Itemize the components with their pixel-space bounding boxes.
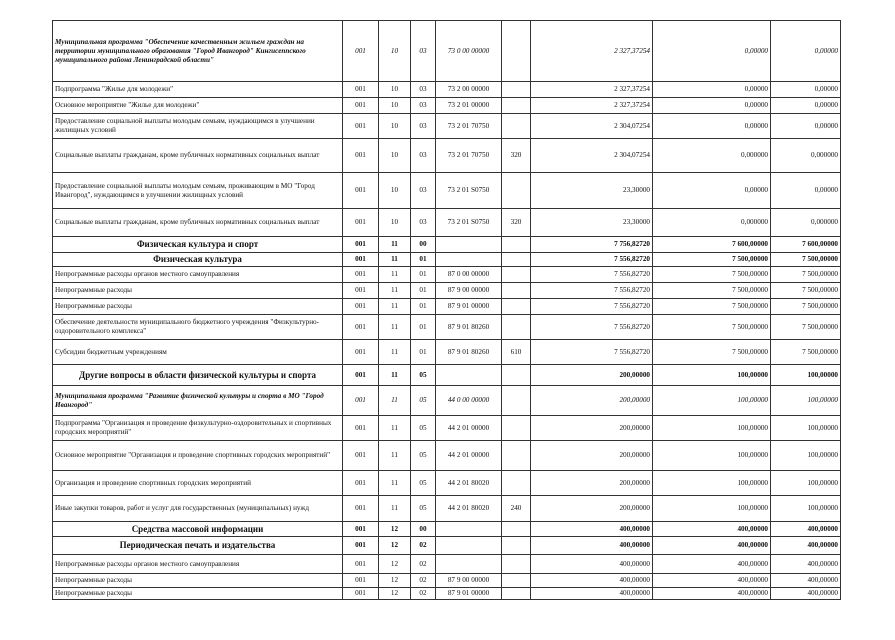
admin-code-cell: 001 [343,98,379,114]
amount-year2-cell: 0,00000 [653,82,771,98]
target-article-cell: 73 2 01 70750 [436,114,502,139]
section-code-cell: 10 [379,114,411,139]
target-article-cell [436,537,502,555]
expense-name-cell: Подпрограмма "Организация и проведение физкультурно-оздоровительных и спортивных городских мероприятий" [53,416,343,441]
expense-type-cell: 240 [502,496,531,522]
subsection-code-cell: 03 [411,21,436,82]
target-article-cell: 87 0 00 00000 [436,267,502,283]
expense-name-cell: Обеспечение деятельности муниципального бюджетного учреждения "Физкультурно-оздоровительного комплекса" [53,315,343,340]
amount-year1-cell: 7 556,82720 [531,299,653,315]
amount-year2-cell: 7 500,00000 [653,315,771,340]
amount-year2-cell: 7 500,00000 [653,299,771,315]
amount-year1-cell: 23,30000 [531,173,653,209]
table-row [53,299,841,315]
expense-name-cell: Физическая культура и спорт [53,237,343,253]
target-article-cell [436,555,502,574]
expense-name-cell: Муниципальная программа "Развитие физической культуры и спорта в МО "Город Ивангород" [53,386,343,416]
amount-year2-cell: 400,00000 [653,555,771,574]
target-article-cell [436,522,502,537]
admin-code-cell: 001 [343,209,379,237]
amount-year3-cell: 7 500,00000 [771,267,841,283]
expense-name-cell: Физическая культура [53,253,343,267]
expense-type-cell [502,522,531,537]
target-article-cell: 73 2 01 70750 [436,139,502,173]
amount-year2-cell: 7 500,00000 [653,267,771,283]
target-article-cell: 44 0 00 00000 [436,386,502,416]
amount-year3-cell: 100,00000 [771,496,841,522]
expense-type-cell [502,471,531,496]
section-code-cell: 11 [379,416,411,441]
amount-year2-cell: 400,00000 [653,588,771,600]
expense-type-cell [502,253,531,267]
expense-name-cell: Подпрограмма "Жилье для молодежи" [53,82,343,98]
expense-name-cell: Средства массовой информации [53,522,343,537]
section-code-cell: 10 [379,98,411,114]
section-code-cell: 12 [379,555,411,574]
table-row [53,471,841,496]
subsection-code-cell: 03 [411,114,436,139]
amount-year2-cell: 0,00000 [653,173,771,209]
table-row [53,253,841,267]
admin-code-cell: 001 [343,537,379,555]
section-code-cell: 11 [379,283,411,299]
expense-name-cell: Социальные выплаты гражданам, кроме публичных нормативных социальных выплат [53,209,343,237]
subsection-code-cell: 00 [411,237,436,253]
expense-type-cell [502,267,531,283]
amount-year3-cell: 7 500,00000 [771,283,841,299]
subsection-code-cell: 03 [411,82,436,98]
admin-code-cell: 001 [343,82,379,98]
amount-year1-cell: 2 327,37254 [531,82,653,98]
table-row [53,114,841,139]
expense-type-cell: 320 [502,209,531,237]
expense-type-cell [502,299,531,315]
expense-type-cell [502,21,531,82]
section-code-cell: 11 [379,237,411,253]
amount-year3-cell: 7 500,00000 [771,340,841,365]
section-code-cell: 10 [379,21,411,82]
admin-code-cell: 001 [343,471,379,496]
table-row [53,441,841,471]
table-row [53,537,841,555]
expense-name-cell: Предоставление социальной выплаты молодым семьям, проживающим в МО "Город Ивангород", нуждающимся в улучшении жилищных условий [53,173,343,209]
expense-type-cell [502,588,531,600]
expense-type-cell [502,173,531,209]
target-article-cell: 73 2 01 S0750 [436,173,502,209]
subsection-code-cell: 01 [411,283,436,299]
amount-year1-cell: 400,00000 [531,522,653,537]
admin-code-cell: 001 [343,340,379,365]
amount-year1-cell: 400,00000 [531,588,653,600]
target-article-cell: 44 2 01 80020 [436,496,502,522]
amount-year3-cell: 7 500,00000 [771,253,841,267]
amount-year3-cell: 100,00000 [771,441,841,471]
admin-code-cell: 001 [343,253,379,267]
amount-year2-cell: 0,00000 [653,114,771,139]
table-row [53,237,841,253]
subsection-code-cell: 05 [411,441,436,471]
subsection-code-cell: 02 [411,574,436,588]
table-row [53,496,841,522]
expense-type-cell [502,237,531,253]
section-code-cell: 11 [379,299,411,315]
subsection-code-cell: 01 [411,340,436,365]
target-article-cell: 87 9 00 00000 [436,574,502,588]
amount-year2-cell: 0,000000 [653,139,771,173]
subsection-code-cell: 05 [411,365,436,386]
subsection-code-cell: 02 [411,537,436,555]
admin-code-cell: 001 [343,386,379,416]
amount-year1-cell: 2 327,37254 [531,98,653,114]
expense-name-cell: Непрограммные расходы [53,299,343,315]
target-article-cell: 73 2 01 00000 [436,98,502,114]
section-code-cell: 11 [379,365,411,386]
target-article-cell: 73 0 00 00000 [436,21,502,82]
expense-type-cell [502,386,531,416]
amount-year1-cell: 400,00000 [531,555,653,574]
target-article-cell [436,365,502,386]
amount-year3-cell: 0,000000 [771,209,841,237]
expense-name-cell: Иные закупки товаров, работ и услуг для государственных (муниципальных) нужд [53,496,343,522]
section-code-cell: 10 [379,82,411,98]
expense-type-cell [502,537,531,555]
table-row [53,416,841,441]
amount-year2-cell: 7 500,00000 [653,253,771,267]
amount-year3-cell: 0,00000 [771,21,841,82]
amount-year1-cell: 200,00000 [531,441,653,471]
amount-year2-cell: 100,00000 [653,386,771,416]
expense-name-cell: Предоставление социальной выплаты молодым семьям, нуждающимся в улучшении жилищных условий [53,114,343,139]
expense-type-cell: 320 [502,139,531,173]
expense-type-cell [502,82,531,98]
table-row [53,386,841,416]
amount-year2-cell: 100,00000 [653,496,771,522]
section-code-cell: 12 [379,574,411,588]
amount-year1-cell: 7 556,82720 [531,267,653,283]
amount-year2-cell: 100,00000 [653,471,771,496]
admin-code-cell: 001 [343,574,379,588]
expense-type-cell [502,574,531,588]
amount-year3-cell: 400,00000 [771,537,841,555]
amount-year2-cell: 0,000000 [653,209,771,237]
document-page [52,20,841,600]
section-code-cell: 11 [379,315,411,340]
subsection-code-cell: 01 [411,253,436,267]
amount-year1-cell: 7 556,82720 [531,253,653,267]
table-row [53,588,841,600]
amount-year1-cell: 7 556,82720 [531,315,653,340]
expense-type-cell [502,416,531,441]
expense-type-cell [502,441,531,471]
subsection-code-cell: 02 [411,555,436,574]
amount-year3-cell: 7 600,00000 [771,237,841,253]
section-code-cell: 11 [379,496,411,522]
subsection-code-cell: 03 [411,173,436,209]
section-code-cell: 10 [379,209,411,237]
expense-name-cell: Основное мероприятие "Жилье для молодежи" [53,98,343,114]
amount-year2-cell: 7 500,00000 [653,283,771,299]
amount-year2-cell: 100,00000 [653,416,771,441]
table-row [53,340,841,365]
amount-year1-cell: 2 304,07254 [531,114,653,139]
target-article-cell: 87 9 01 00000 [436,299,502,315]
amount-year1-cell: 400,00000 [531,574,653,588]
expense-type-cell [502,315,531,340]
subsection-code-cell: 03 [411,98,436,114]
admin-code-cell: 001 [343,139,379,173]
amount-year2-cell: 7 500,00000 [653,340,771,365]
amount-year1-cell: 7 756,82720 [531,237,653,253]
admin-code-cell: 001 [343,267,379,283]
admin-code-cell: 001 [343,237,379,253]
table-row [53,365,841,386]
amount-year1-cell: 23,30000 [531,209,653,237]
amount-year1-cell: 7 556,82720 [531,340,653,365]
amount-year1-cell: 200,00000 [531,365,653,386]
admin-code-cell: 001 [343,114,379,139]
table-row [53,82,841,98]
section-code-cell: 11 [379,267,411,283]
amount-year3-cell: 0,00000 [771,82,841,98]
target-article-cell: 87 9 00 00000 [436,283,502,299]
expense-name-cell: Другие вопросы в области физической культуры и спорта [53,365,343,386]
section-code-cell: 10 [379,139,411,173]
table-row [53,209,841,237]
amount-year3-cell: 0,00000 [771,98,841,114]
admin-code-cell: 001 [343,588,379,600]
expense-name-cell: Субсидии бюджетным учреждениям [53,340,343,365]
admin-code-cell: 001 [343,416,379,441]
expense-type-cell [502,98,531,114]
section-code-cell: 11 [379,386,411,416]
amount-year1-cell: 400,00000 [531,537,653,555]
amount-year3-cell: 100,00000 [771,471,841,496]
section-code-cell: 10 [379,173,411,209]
amount-year3-cell: 7 500,00000 [771,299,841,315]
expense-name-cell: Муниципальная программа "Обеспечение качественным жильем граждан на территории муниципального образования "Город Ивангород" Кингисеппского муниципального района Ленинградской области" [53,21,343,82]
amount-year1-cell: 2 304,07254 [531,139,653,173]
amount-year3-cell: 400,00000 [771,588,841,600]
expense-name-cell: Основное мероприятие "Организация и проведение спортивных городских мероприятий" [53,441,343,471]
expense-type-cell: 610 [502,340,531,365]
amount-year3-cell: 0,000000 [771,139,841,173]
amount-year3-cell: 400,00000 [771,555,841,574]
amount-year2-cell: 0,00000 [653,98,771,114]
admin-code-cell: 001 [343,173,379,209]
table-row [53,173,841,209]
amount-year1-cell: 200,00000 [531,416,653,441]
table-row [53,98,841,114]
amount-year1-cell: 200,00000 [531,471,653,496]
target-article-cell: 44 2 01 80020 [436,471,502,496]
amount-year1-cell: 2 327,37254 [531,21,653,82]
section-code-cell: 11 [379,441,411,471]
target-article-cell: 87 9 01 80260 [436,340,502,365]
subsection-code-cell: 05 [411,471,436,496]
subsection-code-cell: 05 [411,386,436,416]
target-article-cell [436,253,502,267]
subsection-code-cell: 01 [411,267,436,283]
amount-year3-cell: 0,00000 [771,114,841,139]
expense-name-cell: Организация и проведение спортивных городских мероприятий [53,471,343,496]
table-row [53,21,841,82]
amount-year3-cell: 7 500,00000 [771,315,841,340]
target-article-cell: 87 9 01 00000 [436,588,502,600]
section-code-cell: 12 [379,537,411,555]
table-row [53,315,841,340]
table-row [53,139,841,173]
subsection-code-cell: 03 [411,139,436,173]
amount-year2-cell: 0,00000 [653,21,771,82]
admin-code-cell: 001 [343,299,379,315]
amount-year2-cell: 400,00000 [653,522,771,537]
expense-type-cell [502,114,531,139]
amount-year1-cell: 200,00000 [531,496,653,522]
amount-year2-cell: 400,00000 [653,537,771,555]
section-code-cell: 12 [379,588,411,600]
table-row [53,574,841,588]
amount-year3-cell: 100,00000 [771,386,841,416]
target-article-cell: 87 9 01 80260 [436,315,502,340]
admin-code-cell: 001 [343,315,379,340]
subsection-code-cell: 01 [411,315,436,340]
amount-year2-cell: 7 600,00000 [653,237,771,253]
amount-year3-cell: 400,00000 [771,522,841,537]
amount-year2-cell: 100,00000 [653,441,771,471]
amount-year3-cell: 100,00000 [771,416,841,441]
budget-table [52,20,841,600]
subsection-code-cell: 01 [411,299,436,315]
subsection-code-cell: 02 [411,588,436,600]
subsection-code-cell: 00 [411,522,436,537]
admin-code-cell: 001 [343,283,379,299]
admin-code-cell: 001 [343,522,379,537]
target-article-cell: 73 2 01 S0750 [436,209,502,237]
expense-name-cell: Периодическая печать и издательства [53,537,343,555]
admin-code-cell: 001 [343,441,379,471]
admin-code-cell: 001 [343,555,379,574]
expense-type-cell [502,555,531,574]
expense-type-cell [502,365,531,386]
target-article-cell: 44 2 01 00000 [436,416,502,441]
amount-year3-cell: 100,00000 [771,365,841,386]
table-row [53,522,841,537]
amount-year3-cell: 400,00000 [771,574,841,588]
expense-name-cell: Непрограммные расходы [53,588,343,600]
table-row [53,283,841,299]
target-article-cell: 73 2 00 00000 [436,82,502,98]
amount-year1-cell: 7 556,82720 [531,283,653,299]
expense-name-cell: Непрограммные расходы органов местного самоуправления [53,555,343,574]
amount-year2-cell: 400,00000 [653,574,771,588]
expense-name-cell: Социальные выплаты гражданам, кроме публичных нормативных социальных выплат [53,139,343,173]
target-article-cell [436,237,502,253]
subsection-code-cell: 03 [411,209,436,237]
admin-code-cell: 001 [343,365,379,386]
target-article-cell: 44 2 01 00000 [436,441,502,471]
subsection-code-cell: 05 [411,496,436,522]
section-code-cell: 11 [379,253,411,267]
subsection-code-cell: 05 [411,416,436,441]
section-code-cell: 11 [379,340,411,365]
expense-name-cell: Непрограммные расходы органов местного самоуправления [53,267,343,283]
table-row [53,555,841,574]
section-code-cell: 12 [379,522,411,537]
section-code-cell: 11 [379,471,411,496]
table-row [53,267,841,283]
admin-code-cell: 001 [343,496,379,522]
amount-year2-cell: 100,00000 [653,365,771,386]
amount-year1-cell: 200,00000 [531,386,653,416]
expense-type-cell [502,283,531,299]
admin-code-cell: 001 [343,21,379,82]
expense-name-cell: Непрограммные расходы [53,574,343,588]
amount-year3-cell: 0,00000 [771,173,841,209]
expense-name-cell: Непрограммные расходы [53,283,343,299]
